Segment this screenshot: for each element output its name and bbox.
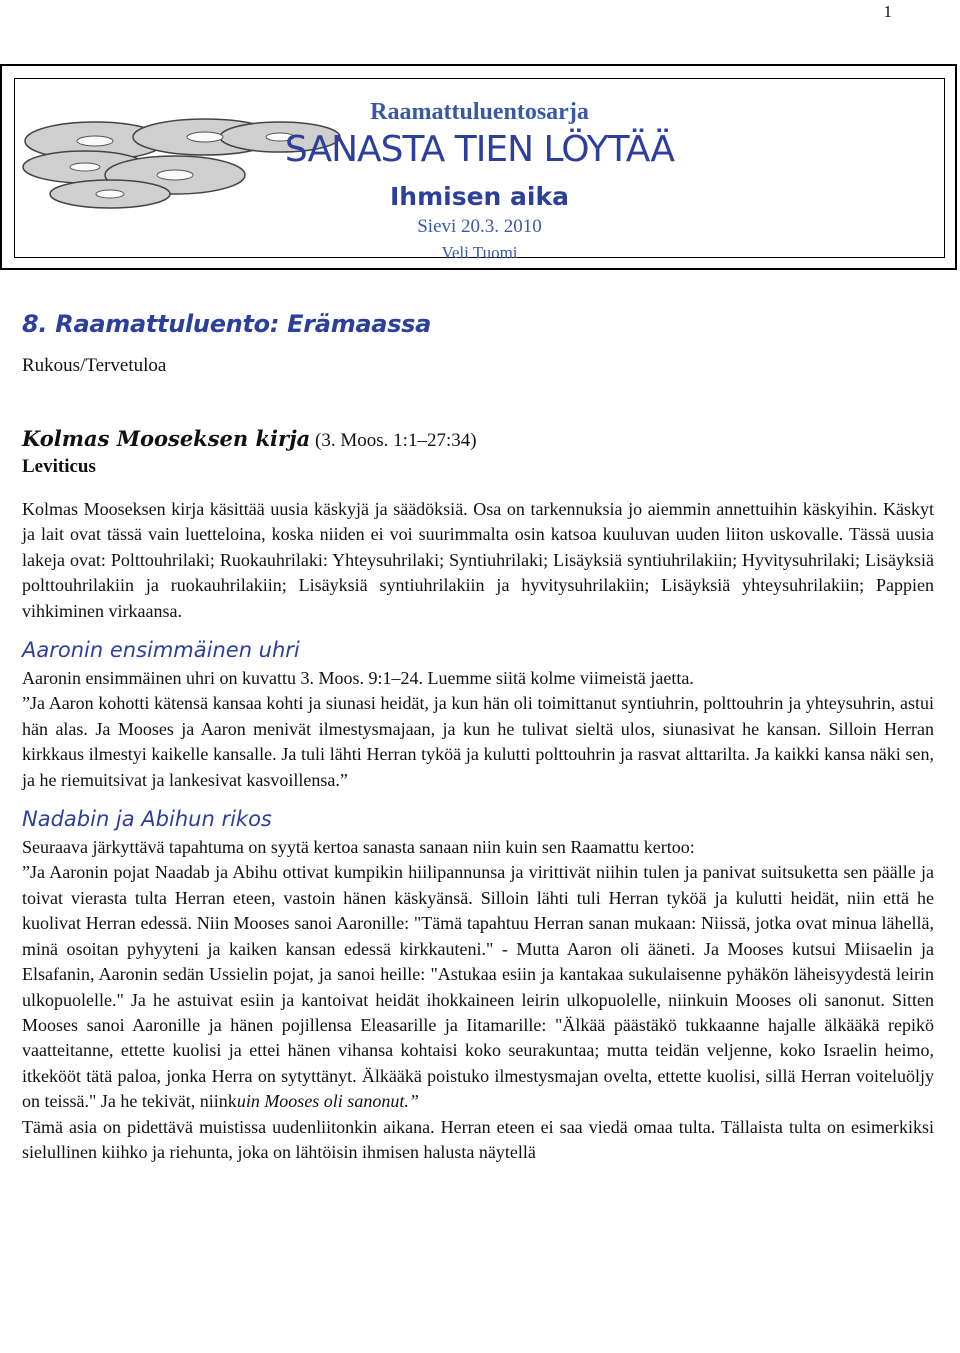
header-inner-frame (14, 78, 945, 262)
header-box (0, 64, 957, 270)
scripture-quote-ending: uin Mooses oli sanonut.” (236, 1091, 419, 1112)
book-alt-name: Leviticus (22, 456, 96, 477)
lecture-title: 8. Raamattuluento: Erämaassa (22, 310, 432, 338)
section-lead: Seuraava järkyttävä tapahtuma on syytä kertoa sanasta sanaan niin kuin sen Raamattu kertoo: (22, 837, 695, 858)
book-heading (22, 425, 934, 454)
author: Veli Tuomi (441, 243, 518, 262)
document-title: SANASTA TIEN LÖYTÄÄ (284, 129, 675, 170)
scripture-quote-text: ”Ja Aaronin pojat Naadab ja Abihu ottivat kumpikin hiilipannunsa ja virittivät niihin tulen ja panivat suitsuketta sen päälle ja toivat vierasta tulta Herran eteen, vastoin hänen käskyänsä. Silloin lähti tuli Herran tyköä ja kulutti heidät, niin että he kuolivat Herran edessä. Niin Mooses sanoi Aaronille: "Tämä tapahtuu Herran sanan mukaan: Niissä, jotka ovat minua lähellä, minä osoitan pyhyyteni ja kaiken kansan edessä kirkkauteni." - Mutta Aaron oli ääneti. Ja Mooses kutsui Miisaelin ja Elsafanin, Aaronin sedän Ussielin pojat, ja sanoi heille: "Astukaa esiin ja kantakaa sukulaisenne pyhäkön läheisyydestä leirin ulkopuolelle." Ja he astuivat esiin ja kantoivat heidät ihokkaineen leirin ulkopuolelle, niinkuin Mooses oli sanonut. Sitten Mooses sanoi Aaronille ja hänen pojillensa Eleasarille ja Iitamarille: "Älkää päästäkö tukkaanne hajalle älkääkä repikö vaatteitanne, ettette kuolisi ja ettei hänen vihansa kohtaisi koko seurakuntaa; mutta teidän veljenne, koko Israelin heimo, itkekööt tätä paloa, jonka Herra on sytyttänyt. Älkääkä poistuko ilmestysmajan ovelta, ettette kuolisi, sillä Herran voiteluöljy on teissä." Ja he tekivät, niink (22, 862, 934, 1112)
page-number: 1 (883, 2, 892, 21)
document-body (22, 310, 934, 1165)
scripture-quote (22, 860, 934, 1114)
document-subtitle: Ihmisen aika (390, 182, 569, 211)
section-heading: Aaronin ensimmäinen uhri (22, 638, 300, 663)
book-reference: (3. Moos. 1:1–27:34) (310, 430, 477, 451)
closing-paragraph: Tämä asia on pidettävä muistissa uudenliitonkin aikana. Herran eteen ei saa viedä omaa tulta. Tällaista tulta on esimerkiksi sielullinen kiihko ja riehunta, joka on lähtöisin ihmisen halusta näytellä (22, 1116, 934, 1162)
scripture-quote: ”Ja Aaron kohotti kätensä kansaa kohti ja siunasi heidät, ja kun hän oli toimittanut syntiuhrin, polttouhrin ja yhteysuhrin, astui hän alas. Ja Mooses ja Aaron menivät ilmestysmajaan, ja kun he tulivat sieltä ulos, siunasivat he kansan. Silloin Herran kirkkaus ilmestyi kaikelle kansalle. Ja tuli lähti Herran tyköä ja kulutti polttouhrin ja rasvat alttarilta. Ja kaikki kansa näki sen, ja he riemuitsivat ja lankesivat kasvoillensa.” (22, 693, 934, 790)
series-title: Raamattuluentosarja (370, 99, 589, 125)
section-heading: Nadabin ja Abihun rikos (22, 807, 272, 832)
place-date: Sievi 20.3. 2010 (417, 216, 542, 237)
book-title: Kolmas Mooseksen kirja (22, 426, 311, 451)
section-lead: Aaronin ensimmäinen uhri on kuvattu 3. Moos. 9:1–24. Luemme siitä kolme viimeistä jaetta. (22, 668, 694, 689)
opening-line: Rukous/Tervetuloa (22, 355, 167, 376)
intro-paragraph: Kolmas Mooseksen kirja käsittää uusia käskyjä ja säädöksiä. Osa on tarkennuksia jo aiemmin annettuihin käskyihin. Käskyt ja lait ovat tässä vain luetteloina, koska niiden ei voi suurimmalta osin katsoa kuuluvan uuden liiton uskovalle. Tässä uusia lakeja ovat: Polttouhrilaki; Ruokauhrilaki: Yhteysuhrilaki; Syntiuhrilaki; Lisäyksiä syntiuhrilakiin; Hyvitysuhrilaki; Lisäyksiä polttouhrilakiin ja ruokauhrilakiin; Lisäyksiä syntiuhrilakiin ja hyvitysuhrilakiin; Lisäyksiä yhteysuhrilakiin; Pappien vihkiminen virkaansa. (22, 499, 934, 621)
